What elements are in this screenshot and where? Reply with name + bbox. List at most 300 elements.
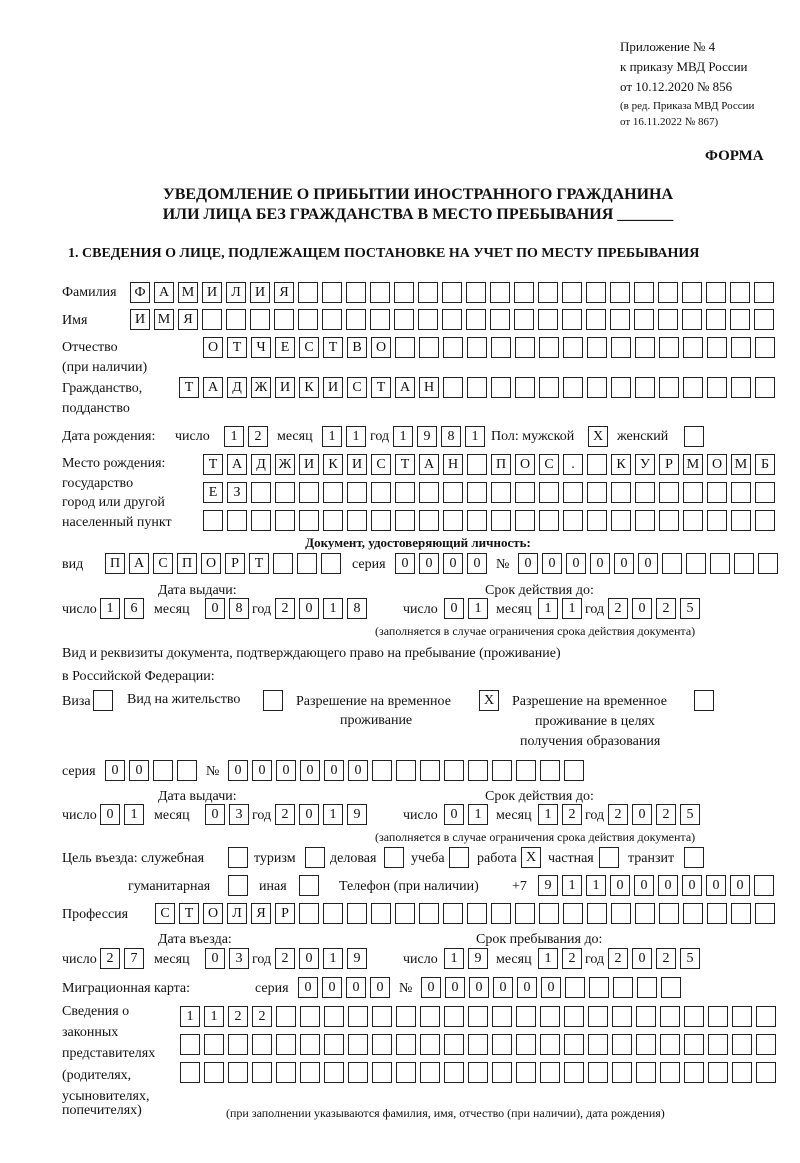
char-box[interactable] <box>610 309 630 330</box>
stay-issue-year-field[interactable] <box>275 804 367 825</box>
stay-issue-month-field[interactable] <box>205 804 249 825</box>
char-box[interactable] <box>468 760 488 781</box>
char-box[interactable] <box>658 309 678 330</box>
char-box[interactable] <box>659 482 679 503</box>
residence-permit-checkbox[interactable] <box>263 690 283 711</box>
char-box[interactable] <box>394 309 414 330</box>
char-box[interactable] <box>467 510 487 531</box>
char-box[interactable] <box>707 482 727 503</box>
char-box[interactable] <box>394 282 414 303</box>
char-box[interactable]: 3 <box>229 804 249 825</box>
char-box[interactable] <box>755 337 775 358</box>
phone-field[interactable] <box>538 875 774 896</box>
char-box[interactable]: И <box>202 282 222 303</box>
char-box[interactable]: Р <box>659 454 679 475</box>
char-box[interactable] <box>538 309 558 330</box>
char-box[interactable] <box>468 1034 488 1055</box>
char-box[interactable] <box>468 1062 488 1083</box>
char-box[interactable]: 8 <box>441 426 461 447</box>
char-box[interactable] <box>516 760 536 781</box>
char-box[interactable]: 0 <box>443 553 463 574</box>
char-box[interactable]: 0 <box>298 977 318 998</box>
char-box[interactable] <box>587 903 607 924</box>
char-box[interactable] <box>538 282 558 303</box>
char-box[interactable] <box>348 1062 368 1083</box>
char-box[interactable] <box>563 510 583 531</box>
char-box[interactable] <box>204 1034 224 1055</box>
char-box[interactable] <box>324 1062 344 1083</box>
char-box[interactable] <box>612 1062 632 1083</box>
char-box[interactable] <box>515 903 535 924</box>
char-box[interactable] <box>180 1034 200 1055</box>
char-box[interactable]: 9 <box>417 426 437 447</box>
birth-day-field[interactable] <box>224 426 268 447</box>
char-box[interactable] <box>300 1006 320 1027</box>
char-box[interactable] <box>588 1034 608 1055</box>
char-box[interactable] <box>587 337 607 358</box>
char-box[interactable] <box>683 510 703 531</box>
char-box[interactable] <box>444 1062 464 1083</box>
char-box[interactable]: Т <box>179 903 199 924</box>
char-box[interactable] <box>492 1062 512 1083</box>
char-box[interactable]: 3 <box>229 948 249 969</box>
char-box[interactable]: И <box>347 454 367 475</box>
char-box[interactable]: И <box>323 377 343 398</box>
char-box[interactable] <box>371 903 391 924</box>
char-box[interactable]: 5 <box>680 598 700 619</box>
char-box[interactable]: 1 <box>562 598 582 619</box>
char-box[interactable]: 1 <box>323 948 343 969</box>
char-box[interactable]: 9 <box>538 875 558 896</box>
char-box[interactable]: 1 <box>393 426 413 447</box>
char-box[interactable] <box>683 482 703 503</box>
char-box[interactable] <box>539 337 559 358</box>
entry-month-field[interactable] <box>205 948 249 969</box>
char-box[interactable] <box>177 760 197 781</box>
char-box[interactable] <box>202 309 222 330</box>
id-valid-year-field[interactable] <box>608 598 700 619</box>
char-box[interactable] <box>275 482 295 503</box>
stay-day-field[interactable] <box>444 948 488 969</box>
char-box[interactable]: Т <box>249 553 269 574</box>
char-box[interactable]: 2 <box>608 598 628 619</box>
char-box[interactable] <box>467 454 487 475</box>
char-box[interactable]: М <box>154 309 174 330</box>
char-box[interactable]: О <box>201 553 221 574</box>
purpose-study-checkbox[interactable] <box>449 847 469 868</box>
char-box[interactable] <box>635 337 655 358</box>
char-box[interactable] <box>324 1006 344 1027</box>
char-box[interactable]: Ж <box>251 377 271 398</box>
char-box[interactable]: Л <box>227 903 247 924</box>
char-box[interactable] <box>659 377 679 398</box>
char-box[interactable] <box>443 377 463 398</box>
char-box[interactable]: С <box>347 377 367 398</box>
sex-female-checkbox[interactable] <box>684 426 704 447</box>
char-box[interactable]: 0 <box>299 804 319 825</box>
char-box[interactable] <box>370 282 390 303</box>
char-box[interactable] <box>539 510 559 531</box>
char-box[interactable]: М <box>683 454 703 475</box>
char-box[interactable] <box>252 1034 272 1055</box>
char-box[interactable]: 0 <box>205 948 225 969</box>
char-box[interactable]: К <box>299 377 319 398</box>
char-box[interactable] <box>660 1006 680 1027</box>
char-box[interactable]: 0 <box>590 553 610 574</box>
id-series-field[interactable] <box>395 553 487 574</box>
char-box[interactable] <box>490 282 510 303</box>
char-box[interactable]: О <box>515 454 535 475</box>
char-box[interactable] <box>324 1034 344 1055</box>
char-box[interactable]: 1 <box>468 598 488 619</box>
char-box[interactable] <box>611 510 631 531</box>
char-box[interactable] <box>226 309 246 330</box>
char-box[interactable] <box>612 1034 632 1055</box>
char-box[interactable]: Я <box>274 282 294 303</box>
char-box[interactable] <box>540 1062 560 1083</box>
char-box[interactable] <box>610 282 630 303</box>
char-box[interactable]: 1 <box>562 875 582 896</box>
char-box[interactable] <box>491 337 511 358</box>
char-box[interactable]: 2 <box>275 948 295 969</box>
char-box[interactable]: О <box>203 337 223 358</box>
char-box[interactable]: Т <box>179 377 199 398</box>
char-box[interactable]: 2 <box>248 426 268 447</box>
char-box[interactable]: 1 <box>538 598 558 619</box>
char-box[interactable] <box>467 377 487 398</box>
char-box[interactable] <box>755 903 775 924</box>
char-box[interactable]: Я <box>178 309 198 330</box>
char-box[interactable] <box>515 337 535 358</box>
char-box[interactable]: А <box>419 454 439 475</box>
char-box[interactable] <box>153 760 173 781</box>
char-box[interactable] <box>298 282 318 303</box>
char-box[interactable]: 0 <box>100 804 120 825</box>
char-box[interactable]: О <box>371 337 391 358</box>
char-box[interactable] <box>515 482 535 503</box>
char-box[interactable] <box>587 377 607 398</box>
char-box[interactable] <box>492 1006 512 1027</box>
char-box[interactable] <box>395 337 415 358</box>
char-box[interactable] <box>683 903 703 924</box>
char-box[interactable] <box>634 282 654 303</box>
char-box[interactable] <box>564 760 584 781</box>
char-box[interactable] <box>587 482 607 503</box>
char-box[interactable]: 0 <box>252 760 272 781</box>
char-box[interactable] <box>611 903 631 924</box>
char-box[interactable] <box>419 337 439 358</box>
char-box[interactable] <box>444 1006 464 1027</box>
char-box[interactable] <box>275 510 295 531</box>
char-box[interactable] <box>347 482 367 503</box>
char-box[interactable] <box>731 903 751 924</box>
representatives-row-3[interactable] <box>180 1062 776 1083</box>
char-box[interactable]: 2 <box>275 804 295 825</box>
char-box[interactable] <box>730 282 750 303</box>
char-box[interactable] <box>636 1034 656 1055</box>
char-box[interactable] <box>252 1062 272 1083</box>
char-box[interactable] <box>418 309 438 330</box>
char-box[interactable] <box>707 903 727 924</box>
char-box[interactable] <box>395 482 415 503</box>
char-box[interactable]: Я <box>251 903 271 924</box>
char-box[interactable]: 0 <box>105 760 125 781</box>
char-box[interactable]: 2 <box>275 598 295 619</box>
char-box[interactable]: 0 <box>566 553 586 574</box>
char-box[interactable]: 0 <box>658 875 678 896</box>
char-box[interactable] <box>491 482 511 503</box>
name-field[interactable] <box>130 309 774 330</box>
char-box[interactable] <box>443 482 463 503</box>
birth-place-row-2[interactable] <box>203 482 775 503</box>
char-box[interactable]: 6 <box>124 598 144 619</box>
char-box[interactable] <box>539 377 559 398</box>
char-box[interactable] <box>612 1006 632 1027</box>
char-box[interactable]: П <box>491 454 511 475</box>
char-box[interactable] <box>418 282 438 303</box>
char-box[interactable]: Т <box>203 454 223 475</box>
char-box[interactable]: 0 <box>395 553 415 574</box>
char-box[interactable] <box>754 875 774 896</box>
char-box[interactable] <box>514 309 534 330</box>
char-box[interactable]: 1 <box>444 948 464 969</box>
char-box[interactable] <box>323 510 343 531</box>
char-box[interactable] <box>611 482 631 503</box>
char-box[interactable] <box>754 282 774 303</box>
char-box[interactable]: 1 <box>204 1006 224 1027</box>
char-box[interactable] <box>298 309 318 330</box>
char-box[interactable] <box>348 1006 368 1027</box>
char-box[interactable] <box>396 1006 416 1027</box>
char-box[interactable] <box>660 1062 680 1083</box>
char-box[interactable]: 0 <box>518 553 538 574</box>
representatives-row-2[interactable] <box>180 1034 776 1055</box>
char-box[interactable]: 0 <box>129 760 149 781</box>
char-box[interactable] <box>180 1062 200 1083</box>
char-box[interactable]: 2 <box>608 948 628 969</box>
char-box[interactable] <box>346 309 366 330</box>
char-box[interactable] <box>322 282 342 303</box>
char-box[interactable] <box>636 1062 656 1083</box>
citizenship-field[interactable] <box>179 377 775 398</box>
char-box[interactable]: 0 <box>541 977 561 998</box>
char-box[interactable]: Л <box>226 282 246 303</box>
char-box[interactable] <box>731 482 751 503</box>
char-box[interactable] <box>731 377 751 398</box>
char-box[interactable]: 0 <box>348 760 368 781</box>
char-box[interactable] <box>686 553 706 574</box>
char-box[interactable] <box>635 482 655 503</box>
char-box[interactable]: С <box>299 337 319 358</box>
char-box[interactable] <box>708 1062 728 1083</box>
char-box[interactable]: 2 <box>228 1006 248 1027</box>
patronymic-field[interactable] <box>203 337 775 358</box>
char-box[interactable] <box>706 309 726 330</box>
char-box[interactable]: С <box>153 553 173 574</box>
char-box[interactable] <box>420 1034 440 1055</box>
char-box[interactable] <box>395 903 415 924</box>
char-box[interactable] <box>372 1006 392 1027</box>
char-box[interactable] <box>491 510 511 531</box>
char-box[interactable] <box>563 377 583 398</box>
representatives-row-1[interactable] <box>180 1006 776 1027</box>
char-box[interactable]: Т <box>323 337 343 358</box>
char-box[interactable] <box>588 1062 608 1083</box>
char-box[interactable]: 0 <box>517 977 537 998</box>
char-box[interactable] <box>731 510 751 531</box>
char-box[interactable]: 0 <box>346 977 366 998</box>
char-box[interactable]: 0 <box>730 875 750 896</box>
char-box[interactable] <box>562 309 582 330</box>
stay-valid-day-field[interactable] <box>444 804 488 825</box>
char-box[interactable]: 1 <box>346 426 366 447</box>
char-box[interactable] <box>564 1062 584 1083</box>
purpose-business-checkbox[interactable] <box>384 847 404 868</box>
char-box[interactable]: Р <box>275 903 295 924</box>
sex-male-checkbox[interactable]: X <box>588 426 608 447</box>
char-box[interactable]: Н <box>419 377 439 398</box>
char-box[interactable] <box>419 510 439 531</box>
stay-series-field[interactable] <box>105 760 197 781</box>
purpose-work-checkbox[interactable]: X <box>521 847 541 868</box>
char-box[interactable]: З <box>227 482 247 503</box>
char-box[interactable] <box>516 1034 536 1055</box>
char-box[interactable]: И <box>299 454 319 475</box>
char-box[interactable] <box>540 1034 560 1055</box>
char-box[interactable] <box>227 510 247 531</box>
char-box[interactable]: 2 <box>608 804 628 825</box>
id-issue-year-field[interactable] <box>275 598 367 619</box>
char-box[interactable] <box>755 377 775 398</box>
char-box[interactable]: . <box>563 454 583 475</box>
char-box[interactable]: Е <box>203 482 223 503</box>
char-box[interactable] <box>613 977 633 998</box>
char-box[interactable] <box>684 1034 704 1055</box>
char-box[interactable]: А <box>129 553 149 574</box>
char-box[interactable]: 1 <box>180 1006 200 1027</box>
char-box[interactable] <box>755 482 775 503</box>
char-box[interactable]: С <box>155 903 175 924</box>
char-box[interactable] <box>322 309 342 330</box>
char-box[interactable]: 0 <box>444 804 464 825</box>
char-box[interactable] <box>396 1062 416 1083</box>
char-box[interactable]: И <box>275 377 295 398</box>
char-box[interactable] <box>490 309 510 330</box>
birth-place-row-3[interactable] <box>203 510 775 531</box>
char-box[interactable] <box>587 454 607 475</box>
char-box[interactable]: А <box>203 377 223 398</box>
char-box[interactable]: С <box>371 454 391 475</box>
char-box[interactable] <box>371 482 391 503</box>
char-box[interactable]: О <box>707 454 727 475</box>
entry-year-field[interactable] <box>275 948 367 969</box>
char-box[interactable] <box>323 903 343 924</box>
char-box[interactable]: М <box>731 454 751 475</box>
char-box[interactable] <box>540 1006 560 1027</box>
char-box[interactable] <box>682 282 702 303</box>
id-kind-field[interactable] <box>105 553 341 574</box>
char-box[interactable]: 1 <box>465 426 485 447</box>
char-box[interactable] <box>466 282 486 303</box>
char-box[interactable] <box>299 482 319 503</box>
char-box[interactable]: 8 <box>347 598 367 619</box>
char-box[interactable] <box>228 1034 248 1055</box>
char-box[interactable]: 0 <box>638 553 658 574</box>
char-box[interactable]: 7 <box>124 948 144 969</box>
char-box[interactable] <box>586 309 606 330</box>
char-box[interactable] <box>634 309 654 330</box>
char-box[interactable]: И <box>250 282 270 303</box>
char-box[interactable] <box>756 1006 776 1027</box>
char-box[interactable]: 0 <box>614 553 634 574</box>
char-box[interactable] <box>565 977 585 998</box>
char-box[interactable] <box>372 760 392 781</box>
char-box[interactable]: 0 <box>205 804 225 825</box>
char-box[interactable] <box>251 510 271 531</box>
char-box[interactable] <box>347 510 367 531</box>
char-box[interactable]: 2 <box>252 1006 272 1027</box>
char-box[interactable]: О <box>203 903 223 924</box>
char-box[interactable] <box>734 553 754 574</box>
char-box[interactable]: 9 <box>347 804 367 825</box>
char-box[interactable] <box>732 1062 752 1083</box>
char-box[interactable]: 1 <box>322 426 342 447</box>
char-box[interactable] <box>420 1006 440 1027</box>
char-box[interactable] <box>706 282 726 303</box>
char-box[interactable]: К <box>323 454 343 475</box>
char-box[interactable]: К <box>611 454 631 475</box>
char-box[interactable] <box>250 309 270 330</box>
stay-year-field[interactable] <box>608 948 700 969</box>
char-box[interactable] <box>491 377 511 398</box>
char-box[interactable]: 1 <box>586 875 606 896</box>
char-box[interactable] <box>466 309 486 330</box>
char-box[interactable] <box>659 510 679 531</box>
char-box[interactable] <box>635 377 655 398</box>
id-valid-day-field[interactable] <box>444 598 488 619</box>
char-box[interactable]: 0 <box>542 553 562 574</box>
char-box[interactable] <box>731 337 751 358</box>
char-box[interactable]: 5 <box>680 804 700 825</box>
char-box[interactable]: А <box>395 377 415 398</box>
char-box[interactable] <box>636 1006 656 1027</box>
char-box[interactable]: П <box>177 553 197 574</box>
purpose-other-checkbox[interactable] <box>299 875 319 896</box>
char-box[interactable] <box>491 903 511 924</box>
char-box[interactable]: 2 <box>656 804 676 825</box>
char-box[interactable]: Т <box>371 377 391 398</box>
char-box[interactable] <box>515 377 535 398</box>
char-box[interactable] <box>467 903 487 924</box>
char-box[interactable] <box>662 553 682 574</box>
char-box[interactable]: 0 <box>706 875 726 896</box>
stay-number-field[interactable] <box>228 760 584 781</box>
migration-series-field[interactable] <box>298 977 390 998</box>
char-box[interactable] <box>755 510 775 531</box>
surname-field[interactable] <box>130 282 774 303</box>
char-box[interactable] <box>492 1034 512 1055</box>
char-box[interactable] <box>515 510 535 531</box>
char-box[interactable] <box>299 510 319 531</box>
char-box[interactable] <box>251 482 271 503</box>
char-box[interactable]: Д <box>251 454 271 475</box>
char-box[interactable] <box>371 510 391 531</box>
char-box[interactable] <box>442 282 462 303</box>
char-box[interactable] <box>707 377 727 398</box>
edu-residence-checkbox[interactable] <box>694 690 714 711</box>
char-box[interactable] <box>419 482 439 503</box>
char-box[interactable] <box>587 510 607 531</box>
